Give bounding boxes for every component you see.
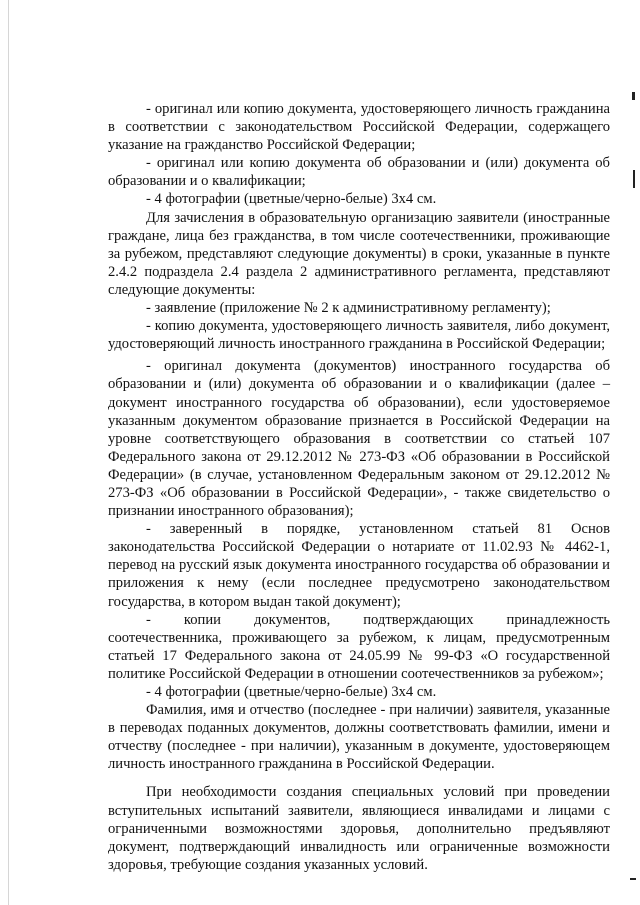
paragraph-bullet-id-document: - оригинал или копию документа, удостоверяющего личность гражданина в соответствии с законодательством Российской Федерации, содержащего указание на гражданство Российской Федерации;: [108, 101, 610, 154]
paragraph-bullet-notarized-translation: - заверенный в порядке, установленном статьей 81 Основ законодательства Российской Федерации о нотариате от 11.02.93 № 4462-1, перевод на русский язык документа иностранного государства об образовании и приложения к нему (если последнее предусмотрено законодательством государства, в котором выдан такой документ);: [108, 521, 610, 610]
paragraph-bullet-foreign-education: - оригинал документа (документов) иностранного государства об образовании и (или) документа об образовании и о квалификации (далее – документ иностранного государства об образовании), если удостоверяемое указанным документом образование признается в Российской Федерации на уровне соответствующего образования в соответствии со статьей 107 Федерального закона от 29.12.2012 № 273-ФЗ «Об образовании в Российской Федерации» (в случае, установленном Федеральным законом от 29.12.2012 № 273-ФЗ «Об образовании в Российской Федерации», - также свидетельство о признании иностранного образования);: [108, 358, 610, 520]
scan-edge-mark-bottom: [630, 878, 636, 880]
paragraph-bullet-compatriot-documents: - копии документов, подтверждающих принадлежность соотечественника, проживающего за рубежом, к лицам, предусмотренным статьей 17 Федерального закона от 24.05.99 № 99-ФЗ «О государственной политике Российской Федерации в отношении соотечественников за рубежом»;: [108, 611, 610, 682]
paragraph-name-matching: Фамилия, имя и отчество (последнее - при наличии) заявителя, указанные в переводах поданных документов, должны соответствовать фамилии, имени и отчеству (последнее - при наличии), указанным в документе, удостоверяющем личность иностранного гражданина в Российской Федерации.: [108, 702, 610, 773]
scan-edge-mark-mid: [633, 170, 635, 188]
paragraph-special-conditions: При необходимости создания специальных условий при проведении вступительных испытаний заявители, являющиеся инвалидами и лицами с ограниченными возможностями здоровья, дополнительно предъявляют документ, подтверждающий инвалидность или ограниченные возможности здоровья, требующие создания указанных условий.: [108, 784, 610, 873]
scan-edge-line: [8, 0, 9, 905]
paragraph-bullet-education-document: - оригинал или копию документа об образовании и (или) документа об образовании и о квалификации;: [108, 155, 610, 190]
paragraph-bullet-id-copy: - копию документа, удостоверяющего личность заявителя, либо документ, удостоверяющий личность иностранного гражданина в Российской Федерации;: [108, 318, 610, 353]
paragraph-bullet-photos: - 4 фотографии (цветные/черно-белые) 3х4 см.: [146, 191, 437, 208]
paragraph-bullet-application: - заявление (приложение № 2 к административному регламенту);: [146, 300, 551, 317]
document-body: [108, 100, 610, 874]
paragraph-foreign-applicants-intro: Для зачисления в образовательную организацию заявители (иностранные граждане, лица без гражданства, в том числе соотечественники, проживающие за рубежом, представляют следующие документы) в сроки, указанные в пункте 2.4.2 подраздела 2.4 раздела 2 административного регламента, представляют следующие документы:: [108, 209, 610, 298]
scan-edge-mark-top: [632, 92, 635, 100]
paragraph-bullet-photos-foreign: - 4 фотографии (цветные/черно-белые) 3х4 см.: [146, 684, 437, 700]
